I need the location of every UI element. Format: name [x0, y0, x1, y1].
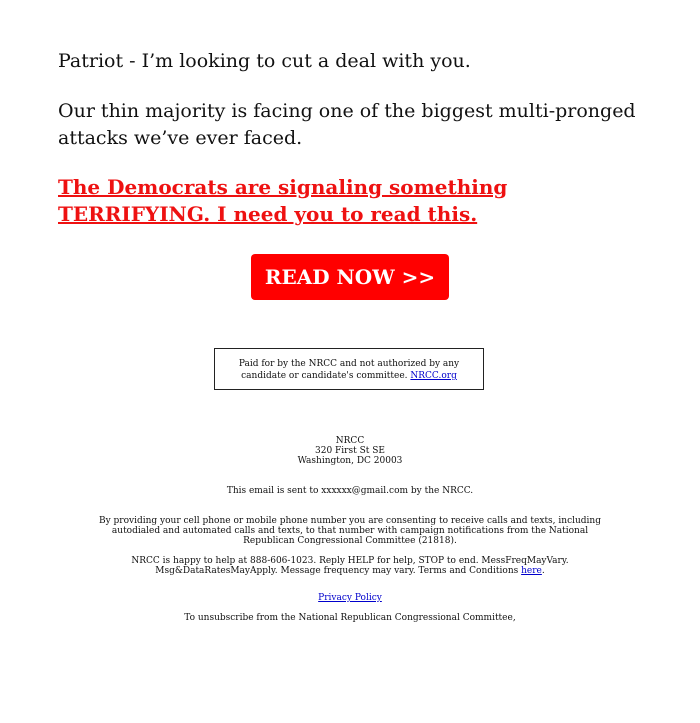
terms-end: . [541, 566, 545, 576]
city-address: Washington, DC 20003 [297, 456, 403, 466]
sent-to-text: This email is sent to xxxxxx@gmail.com by the NRCC. [226, 486, 474, 496]
body-text: Our thin majority is facing one of the biggest multi-pronged attacks we’ve ever faced. [58, 100, 636, 149]
terms-link[interactable]: here [521, 566, 542, 576]
unsubscribe-text: To unsubscribe from the National Republican Congressional Committee, [184, 613, 516, 623]
help-text-block [90, 556, 610, 576]
greeting-text: Patriot - I’m looking to cut a deal with you. [58, 50, 471, 72]
disclaimer-text: Paid for by the NRCC and not authorized by any candidate or candidate's committee. [238, 359, 460, 381]
privacy-policy-link[interactable]: Privacy Policy [318, 593, 382, 603]
paid-for-disclaimer [214, 348, 484, 390]
org-name: NRCC [335, 436, 365, 446]
privacy-block [90, 593, 610, 603]
street-address: 320 First St SE [315, 446, 385, 456]
headline-link[interactable]: The Democrats are signaling something TERRIFYING. I need you to read this. [58, 175, 508, 226]
read-now-button[interactable]: READ NOW >> [251, 254, 449, 300]
consent-text: By providing your cell phone or mobile phone number you are consenting to receive calls and texts, including autodialed and automated calls and texts, to that number with campaign notifications from the National Republican Congressional Committee (21818). [98, 516, 601, 546]
mailing-address [90, 436, 610, 466]
nrcc-link[interactable]: NRCC.org [410, 371, 457, 381]
help-text: NRCC is happy to help at 888-606-1023. Reply HELP for help, STOP to end. MessFreqMayVary. Msg&DataRatesMayApply. Message frequency may vary. Terms and Conditions [131, 556, 569, 576]
